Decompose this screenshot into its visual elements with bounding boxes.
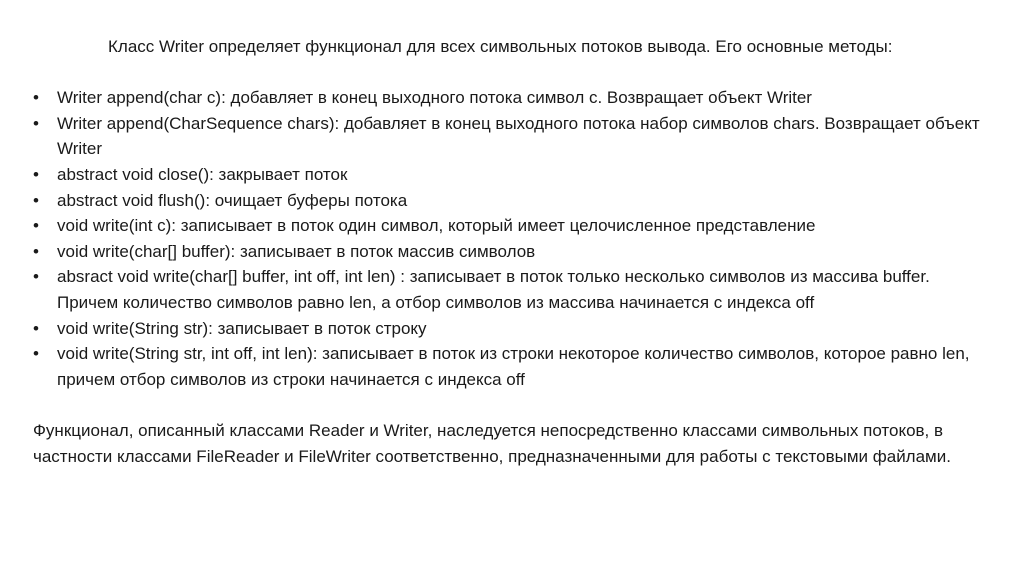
list-item xyxy=(33,341,993,392)
spacer xyxy=(33,60,993,86)
list-item-text: void write(String str, int off, int len): записывает в поток из строки некоторое количество символов, которое равно len, причем отбор символов из строки начинается с индекса off xyxy=(57,344,970,389)
list-item xyxy=(33,316,993,342)
list-item-text: Writer append(char c): добавляет в конец выходного потока символ c. Возвращает объект Writer xyxy=(57,88,812,108)
list-item-text: abstract void close(): закрывает поток xyxy=(57,164,348,184)
bullet-icon: • xyxy=(33,88,39,108)
list-item-text: void write(String str): записывает в поток строку xyxy=(57,318,427,338)
list-item-text: absract void write(char[] buffer, int off, int len) : записывает в поток только несколько символов из массива buffer. Причем количество символов равно len, а отбор символов из массива начинается с индекса off xyxy=(57,267,930,312)
bullet-icon: • xyxy=(33,318,39,338)
list-item-text: void write(int c): записывает в поток один символ, который имеет целочисленное представление xyxy=(57,216,816,236)
bullet-icon: • xyxy=(33,267,39,287)
bullet-icon: • xyxy=(33,113,39,133)
slide-content xyxy=(33,34,993,469)
list-item xyxy=(33,162,993,188)
list-item-text: abstract void flush(): очищает буферы потока xyxy=(57,190,408,210)
list-item-text: void write(char[] buffer): записывает в поток массив символов xyxy=(57,241,536,261)
list-item xyxy=(33,239,993,265)
outro-paragraph: Функционал, описанный классами Reader и Writer, наследуется непосредственно классами символьных потоков, в частности классами FileReader и FileWriter соответственно, предназначенными для работы с текстовыми файлами. xyxy=(33,420,951,466)
methods-list xyxy=(33,85,993,392)
list-item xyxy=(33,188,993,214)
list-item xyxy=(33,111,993,162)
bullet-icon: • xyxy=(33,241,39,261)
list-item-text: Writer append(CharSequence chars): добавляет в конец выходного потока набор символов chars. Возвращает объект Writer xyxy=(57,113,980,159)
bullet-icon: • xyxy=(33,216,39,236)
list-item xyxy=(33,264,993,315)
spacer xyxy=(33,392,993,418)
bullet-icon: • xyxy=(33,344,39,364)
intro-paragraph: Класс Writer определяет функционал для всех символьных потоков вывода. Его основные методы: xyxy=(108,37,893,56)
list-item xyxy=(33,213,993,239)
bullet-icon: • xyxy=(33,190,39,210)
list-item xyxy=(33,85,993,111)
bullet-icon: • xyxy=(33,164,39,184)
